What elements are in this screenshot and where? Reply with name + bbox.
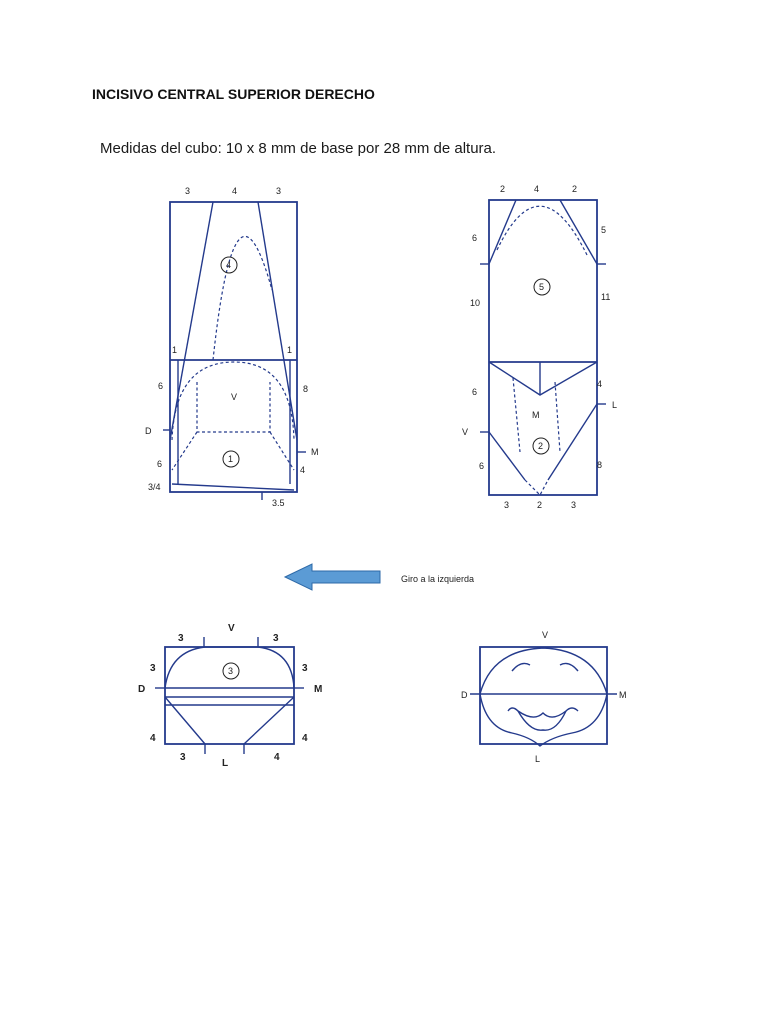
vestibular-left-label-2: 6 bbox=[158, 381, 164, 391]
finished-mark-left bbox=[512, 663, 530, 671]
proximal-right-label-5: 8 bbox=[597, 460, 603, 470]
proximal-left-label-5: 6 bbox=[479, 461, 485, 471]
finished-lingual-curve bbox=[480, 694, 607, 746]
incisal-left-number-1: 3 bbox=[150, 663, 156, 674]
vestibular-zone-4-number: 4 bbox=[226, 260, 232, 270]
proximal-incisal-left bbox=[489, 432, 525, 480]
arrow-label: Giro a la izquierda bbox=[401, 574, 475, 584]
vestibular-zone-1-number: 1 bbox=[228, 454, 234, 464]
proximal-bottom-label-1: 3 bbox=[504, 500, 510, 510]
vestibular-right-label-5: 3.5 bbox=[272, 498, 285, 508]
proximal-zone-5-number: 5 bbox=[539, 282, 545, 292]
vestibular-outer-box bbox=[170, 202, 297, 492]
proximal-top-label-3: 2 bbox=[572, 184, 578, 194]
proximal-left-label-4: V bbox=[462, 427, 469, 437]
proximal-right-label-1: 5 bbox=[601, 225, 607, 235]
vestibular-incisal-line bbox=[172, 484, 294, 490]
vestibular-view bbox=[145, 186, 319, 508]
vestibular-left-label-1: 1 bbox=[172, 345, 178, 355]
incisal-top-number-1: 3 bbox=[178, 633, 184, 644]
proximal-left-label-2: 10 bbox=[470, 298, 481, 308]
vestibular-top-label-1: 3 bbox=[185, 186, 191, 196]
proximal-center-label: M bbox=[532, 410, 540, 420]
proximal-zone-2-number: 2 bbox=[538, 441, 544, 451]
proximal-incisal-right bbox=[548, 404, 597, 480]
finished-mark-right bbox=[560, 663, 578, 671]
incisal-left-number-2: 4 bbox=[150, 733, 156, 744]
incisal-top-label: V bbox=[228, 623, 235, 634]
finished-top-label: V bbox=[542, 630, 549, 640]
vestibular-taper-left bbox=[170, 202, 213, 440]
proximal-right-label-3: 4 bbox=[597, 379, 603, 389]
proximal-left-label-3: 6 bbox=[472, 387, 478, 397]
vestibular-crown-curve bbox=[213, 236, 272, 360]
incisal-zone-3-number: 3 bbox=[228, 666, 234, 676]
finished-vestibular-curve bbox=[480, 648, 607, 694]
finished-right-label: M bbox=[619, 690, 627, 700]
vestibular-left-label-3: D bbox=[145, 426, 152, 436]
incisal-lingual-taper bbox=[165, 697, 294, 744]
arrow-left-icon bbox=[285, 564, 380, 590]
proximal-top-label-1: 2 bbox=[500, 184, 506, 194]
proximal-bottom-label-3: 3 bbox=[571, 500, 577, 510]
vestibular-right-label-1: 1 bbox=[287, 345, 293, 355]
vestibular-right-label-3: M bbox=[311, 447, 319, 457]
finished-left-label: D bbox=[461, 690, 468, 700]
incisal-right-number-2: 4 bbox=[302, 733, 308, 744]
proximal-incisal-tip bbox=[525, 480, 548, 495]
incisal-outer-box bbox=[165, 647, 294, 744]
incisal-finished-view bbox=[461, 630, 627, 764]
proximal-bottom-label-2: 2 bbox=[537, 500, 543, 510]
subtitle: Medidas del cubo: 10 x 8 mm de base por 28 mm de altura. bbox=[100, 140, 497, 157]
proximal-taper-right bbox=[560, 200, 597, 264]
incisal-right-number-1: 3 bbox=[302, 663, 308, 674]
incisal-bottom-number-1: 3 bbox=[180, 752, 186, 763]
incisal-top-number-2: 3 bbox=[273, 633, 279, 644]
proximal-top-label-2: 4 bbox=[534, 184, 540, 194]
incisal-left-label: D bbox=[138, 684, 146, 695]
proximal-taper-left bbox=[489, 200, 516, 264]
page-title: INCISIVO CENTRAL SUPERIOR DERECHO bbox=[92, 86, 375, 102]
proximal-right-label-2: 11 bbox=[601, 292, 611, 302]
proximal-left-label-1: 6 bbox=[472, 233, 478, 243]
vestibular-inner-box bbox=[197, 382, 270, 432]
incisal-right-label: M bbox=[314, 684, 323, 695]
vestibular-right-label-4: 4 bbox=[300, 465, 306, 475]
vestibular-left-label-4: 6 bbox=[157, 459, 163, 469]
finished-bottom-label: L bbox=[535, 754, 541, 764]
vestibular-center-label: V bbox=[231, 392, 238, 402]
incisal-view bbox=[138, 623, 322, 769]
proximal-right-label-4: L bbox=[612, 400, 618, 410]
incisal-bottom-label: L bbox=[222, 758, 229, 769]
vestibular-right-label-2: 8 bbox=[303, 384, 309, 394]
proximal-view bbox=[462, 184, 617, 510]
vestibular-top-label-3: 3 bbox=[276, 186, 282, 196]
rotate-arrow bbox=[285, 564, 474, 590]
vestibular-top-label-2: 4 bbox=[232, 186, 238, 196]
incisal-bottom-number-2: 4 bbox=[274, 752, 280, 763]
vestibular-left-label-5: 3/4 bbox=[148, 482, 161, 492]
proximal-cervical-v bbox=[489, 362, 597, 395]
vestibular-taper-right bbox=[258, 202, 297, 440]
